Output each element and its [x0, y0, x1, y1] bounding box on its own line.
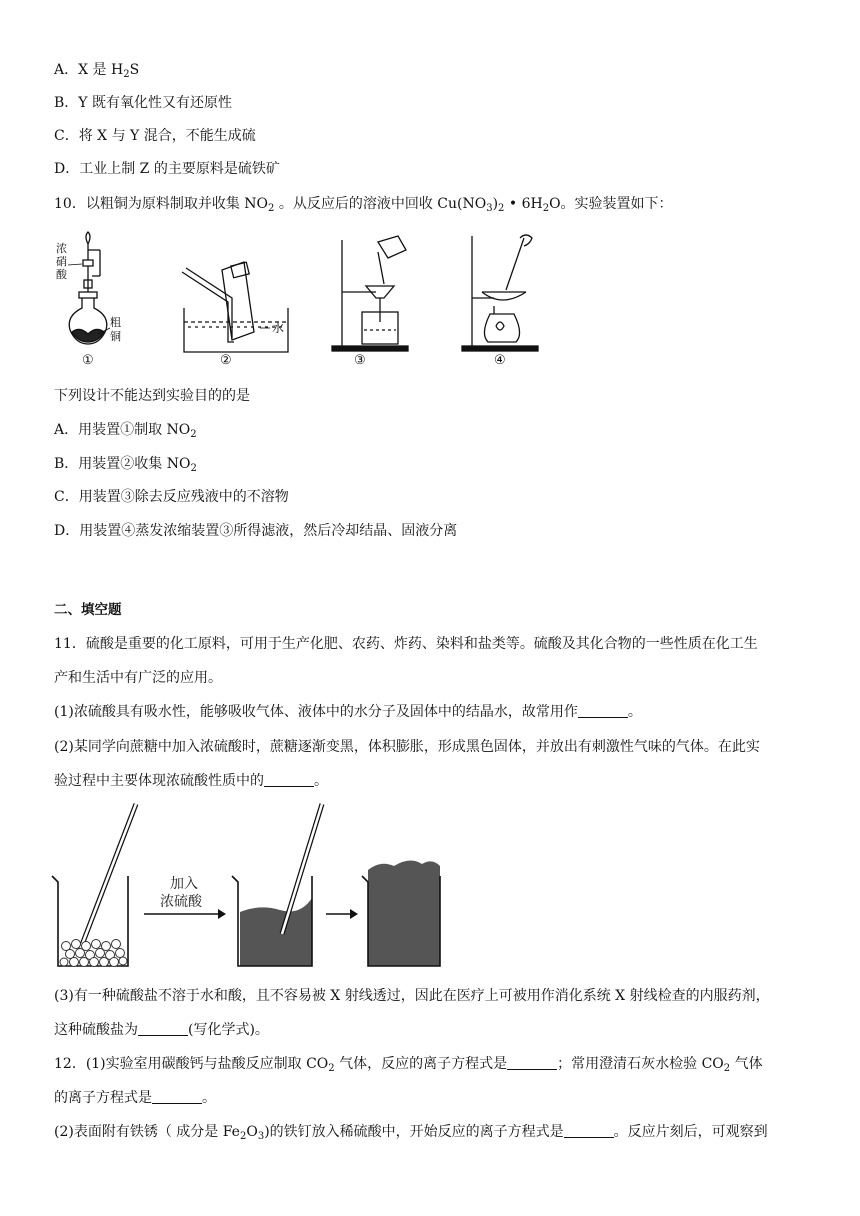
- q10-option-a: A．用装置①制取 $NO_2$: [54, 422, 197, 440]
- q10-option-b: B．用装置②收集 $NO_2$: [54, 456, 197, 474]
- q11-intro-line2: 产和生活中有广泛的应用。: [54, 670, 222, 686]
- answer-blank[interactable]: [507, 1055, 557, 1070]
- answer-blank[interactable]: [264, 772, 314, 787]
- label-nitric: 硝: [56, 255, 67, 268]
- beaker-black-solid: [362, 860, 440, 966]
- beaker-blackening: [232, 804, 322, 966]
- caption-1: ①: [82, 353, 94, 368]
- q10-apparatus-figure: [54, 230, 554, 372]
- sugar-granules: [60, 940, 127, 967]
- label-copper: 铜: [110, 330, 121, 343]
- q11-part3-line1: (3)有一种硫酸盐不溶于水和酸，且不容易被 X 射线透过，因此在医疗上可被用作消化系统 X 射线检查的内服药剂，: [54, 988, 770, 1004]
- q9-option-b: B．Y 既有氧化性又有还原性: [54, 95, 232, 111]
- apparatus-4: [462, 235, 538, 351]
- q9-option-a: A．X 是 $H_2S$: [54, 62, 140, 80]
- q11-sugar-experiment-figure: [50, 800, 450, 972]
- section-heading: 二、填空题: [54, 602, 122, 618]
- q10-option-d: D．用装置④蒸发浓缩装置③所得滤液，然后冷却结晶、固液分离: [54, 523, 458, 539]
- q10-stem: 10．以粗铜为原料制取并收集 $NO_2$ 。从反应后的溶液中回收 $Cu(NO_3)_2$ • $6H_2O$。实验装置如下：: [54, 196, 673, 214]
- q12-part1-line1: 12．(1)实验室用碳酸钙与盐酸反应制取 $CO_2$ 气体，反应的离子方程式是 ；常用澄清石灰水检验 $CO_2$ 气体: [54, 1056, 763, 1074]
- q10-option-c: C．用装置③除去反应残液中的不溶物: [54, 489, 289, 505]
- q11-intro-line1: 11．硫酸是重要的化工原料，可用于生产化肥、农药、炸药、染料和盐类等。硫酸及其化合物的一些性质在化工生: [54, 636, 758, 652]
- q12-part2-line1: (2)表面附有铁锈（ 成分是 $Fe_2O_3$)的铁钉放入稀硫酸中，开始反应的离子方程式是 。反应片刻后，可观察到: [54, 1124, 768, 1142]
- q9-option-d: D．工业上制 Z 的主要原料是硫铁矿: [54, 161, 280, 177]
- q11-part3-line2: 这种硫酸盐为 (写化学式)。: [54, 1022, 269, 1038]
- label-water: 水: [272, 321, 285, 335]
- label-crude: 粗: [110, 316, 121, 329]
- caption-3: ③: [354, 353, 366, 368]
- q9-option-c: C．将 X 与 Y 混合，不能生成硫: [54, 128, 256, 144]
- q11-part2-line2: 验过程中主要体现浓硫酸性质中的 。: [54, 773, 328, 789]
- q12-part1-line2: 的离子方程式是 。: [54, 1090, 216, 1106]
- caption-4: ④: [494, 353, 506, 368]
- q11-part2-line1: (2)某同学向蔗糖中加入浓硫酸时，蔗糖逐渐变黑，体积膨胀，形成黑色固体，并放出有刺激性气味的气体。在此实: [54, 739, 760, 755]
- apparatus-1: [69, 232, 107, 344]
- label-acid: 酸: [56, 268, 67, 281]
- answer-blank[interactable]: [152, 1089, 202, 1104]
- q10-prompt: 下列设计不能达到实验目的的是: [54, 388, 250, 404]
- answer-blank[interactable]: [564, 1123, 614, 1138]
- caption-2: ②: [220, 353, 232, 368]
- arrow-label-add: 加入: [170, 876, 198, 892]
- apparatus-2: [182, 262, 288, 352]
- label-conc: 浓: [56, 242, 67, 255]
- answer-blank[interactable]: [138, 1021, 188, 1036]
- apparatus-3: [332, 236, 408, 351]
- answer-blank[interactable]: [578, 703, 628, 718]
- arrow-label-acid: 浓硫酸: [160, 894, 202, 910]
- q11-part1: (1)浓硫酸具有吸水性，能够吸收气体、液体中的水分子及固体中的结晶水，故常用作 。: [54, 704, 642, 720]
